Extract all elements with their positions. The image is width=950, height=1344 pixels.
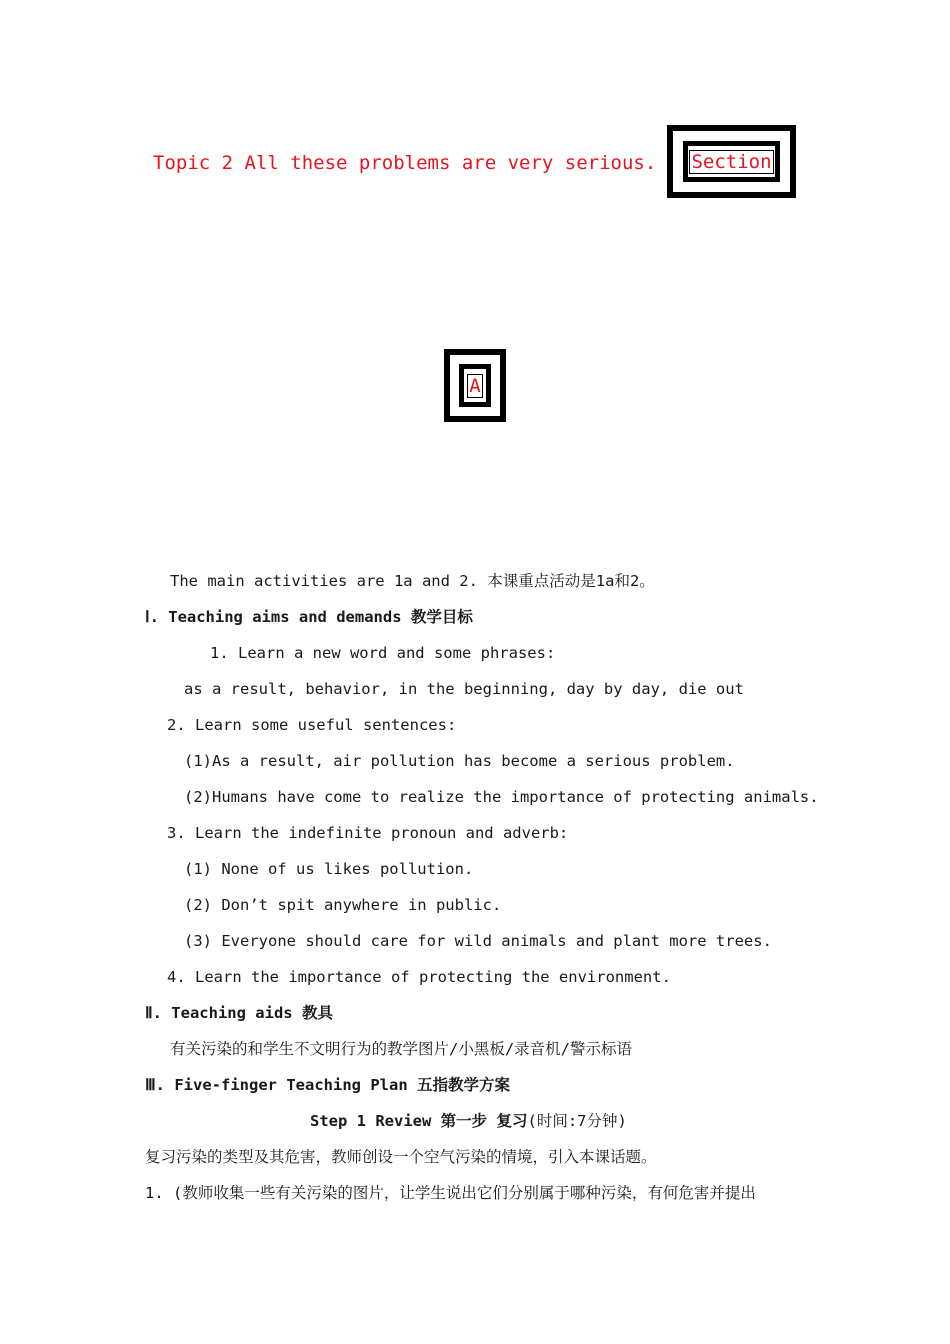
section-frame	[667, 125, 796, 198]
page-title: Topic 2 All these problems are very serious.	[153, 152, 657, 174]
section-label: Section	[691, 150, 772, 173]
review-item-1: 1. (教师收集一些有关污染的图片，让学生说出它们分别属于哪种污染，有何危害并提出	[145, 1184, 756, 1202]
review-text: 复习污染的类型及其危害，教师创设一个空气污染的情境，引入本课话题。	[145, 1148, 657, 1166]
step-1-label: Step 1 Review 第一步 复习	[310, 1112, 528, 1130]
aim-4: 4. Learn the importance of protecting the environment.	[167, 968, 671, 986]
main-activities-text: The main activities are 1a and 2. 本课重点活动是1a和2。	[170, 572, 655, 590]
aim-1: 1. Learn a new word and some phrases:	[210, 644, 556, 662]
aim-1-phrases: as a result, behavior, in the beginning, day by day, die out	[184, 680, 744, 698]
section-letter: A	[469, 374, 481, 397]
aim-3-sentence-1: (1) None of us likes pollution.	[184, 860, 474, 878]
teaching-aids-heading: Ⅱ. Teaching aids 教具	[145, 1004, 333, 1022]
teaching-plan-heading: Ⅲ. Five-finger Teaching Plan 五指教学方案	[145, 1076, 510, 1094]
step-1-heading	[310, 1111, 627, 1131]
aim-2-sentence-1: (1)As a result, air pollution has become a serious problem.	[184, 752, 735, 770]
aim-2: 2. Learn some useful sentences:	[167, 716, 457, 734]
step-1-time: (时间:7分钟)	[527, 1112, 627, 1130]
aim-3-sentence-2: (2) Don’t spit anywhere in public.	[184, 896, 502, 914]
aim-3: 3. Learn the indefinite pronoun and adverb:	[167, 824, 569, 842]
section-inner-frame	[683, 141, 780, 182]
teaching-aids-text: 有关污染的和学生不文明行为的教学图片/小黑板/录音机/警示标语	[170, 1040, 632, 1058]
aim-2-sentence-2: (2)Humans have come to realize the importance of protecting animals.	[184, 788, 819, 806]
section-letter-inner-frame	[459, 364, 491, 407]
teaching-aims-heading: Ⅰ. Teaching aims and demands 教学目标	[145, 608, 473, 626]
section-letter-frame	[444, 349, 506, 422]
aim-3-sentence-3: (3) Everyone should care for wild animals and plant more trees.	[184, 932, 772, 950]
